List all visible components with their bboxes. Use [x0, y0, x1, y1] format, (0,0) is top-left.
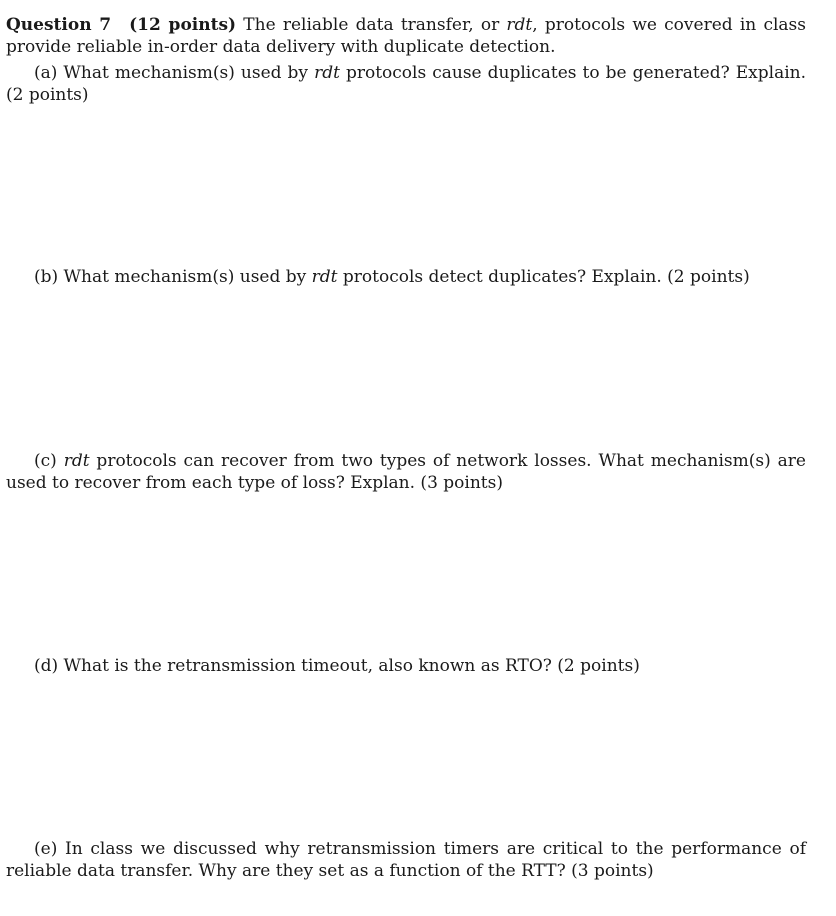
part-c-prompt [6, 450, 806, 494]
question-label: Question 7 [6, 15, 112, 35]
question-intro [6, 14, 806, 58]
part-b-prompt [6, 266, 806, 288]
part-c-post: protocols can recover from two types of network losses. What mechanism(s) are used to recover from each type of loss? Explan. (3 points) [6, 451, 806, 493]
part-a-post: protocols cause duplicates to be generated? Explain. (2 points) [6, 63, 806, 105]
part-e-text: (e) In class we discussed why retransmission timers are critical to the performance of reliable data transfer. Why are they set as a function of the RTT? (3 points) [6, 839, 806, 881]
part-b-pre: (b) What mechanism(s) used by [34, 267, 312, 287]
part-c-rdt: rdt [63, 451, 90, 471]
part-d-prompt [6, 655, 806, 677]
part-a-rdt: rdt [314, 63, 340, 83]
intro-text-2: , protocols we covered in class provide reliable in-order data delivery with duplicate detection. [6, 15, 806, 57]
part-d-text: (d) What is the retransmission timeout, also known as RTO? (2 points) [34, 656, 640, 676]
part-b-post: protocols detect duplicates? Explain. (2 points) [337, 267, 750, 287]
part-b-rdt: rdt [311, 267, 338, 287]
intro-text-1: The reliable data transfer, or [236, 15, 507, 35]
part-a-pre: (a) What mechanism(s) used by [34, 63, 315, 83]
intro-rdt: rdt [506, 15, 533, 35]
part-e-prompt [6, 838, 806, 882]
question-points: (12 points) [129, 15, 237, 35]
part-a-prompt [6, 62, 806, 106]
part-c-pre: (c) [34, 451, 64, 471]
